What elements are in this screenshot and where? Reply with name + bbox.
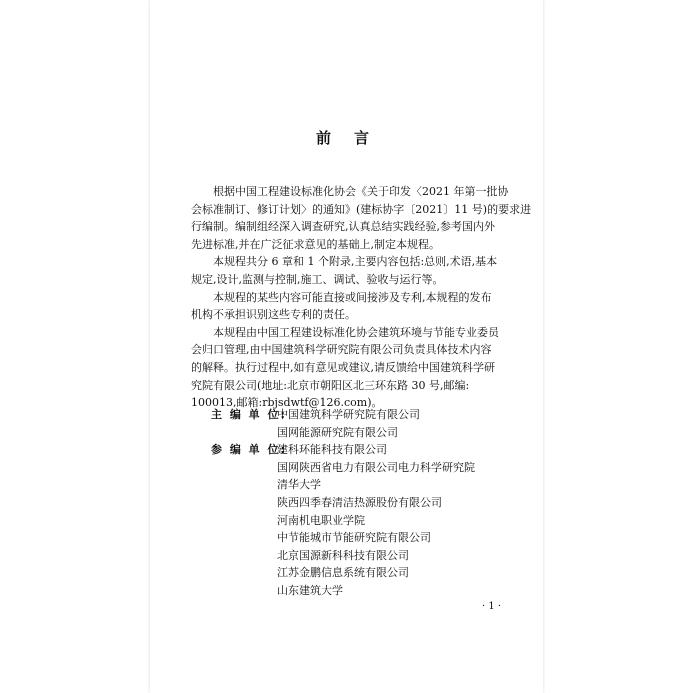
participating-editor-unit: 陕西四季春清洁热源股份有限公司 [277, 495, 442, 509]
paragraph-4 [191, 324, 521, 412]
chief-editor-unit: 国网能源研究院有限公司 [277, 425, 398, 439]
paragraph-line: 本规程共分 6 章和 1 个附录,主要内容包括:总则,术语,基本 [213, 255, 498, 269]
chief-editor-unit: 中国建筑科学研究院有限公司 [277, 408, 420, 421]
participating-editor-row [211, 494, 475, 512]
chief-editor-row [211, 424, 475, 442]
participating-editor-row [211, 582, 475, 600]
participating-editor-label: 参 编 单 位: [211, 443, 287, 457]
preface-body [191, 183, 532, 412]
paragraph-line: 先进标准,并在广泛征求意见的基础上,制定本规程。 [191, 237, 440, 251]
participating-editor-row [211, 529, 475, 547]
paragraph-line: 本规程由中国工程建设标准化协会建筑环境与节能专业委员 [213, 325, 499, 339]
paragraph-line: 的解释。执行过程中,如有意见或建议,请反馈给中国建筑科学研 [191, 360, 495, 374]
paragraph-line: 机构不承担识别这些专利的责任。 [191, 308, 356, 322]
paragraph-line: 会标准制订、修订计划〉的通知》(建标协字〔2021〕11 号)的要求进 [191, 202, 532, 216]
participating-editor-row [211, 459, 475, 477]
participating-editor-unit: 北京国源新科科技有限公司 [277, 548, 409, 562]
page-title [316, 127, 370, 148]
editor-units [211, 406, 475, 600]
participating-editor-row [211, 512, 475, 530]
participating-editor-unit: 建科环能科技有限公司 [277, 443, 387, 457]
paragraph-line: 行编制。编制组经深入调查研究,认真总结实践经验,参考国内外 [191, 220, 495, 234]
participating-editor-unit: 山东建筑大学 [277, 583, 343, 597]
paragraph-2 [191, 253, 521, 288]
participating-editor-unit: 河南机电职业学院 [277, 513, 365, 527]
paragraph-line: 根据中国工程建设标准化协会《关于印发〈2021 年第一批协 [213, 185, 509, 198]
participating-editor-unit: 国网陕西省电力有限公司电力科学研究院 [277, 460, 475, 474]
participating-editor-unit: 江苏金鹏信息系统有限公司 [277, 566, 409, 580]
paragraph-line: 本规程的某些内容可能直接或间接涉及专利,本规程的发布 [213, 290, 492, 304]
paragraph-line: 规定,设计,监测与控制,施工、调试、验收与运行等。 [191, 272, 444, 286]
participating-editor-row [211, 441, 475, 459]
chief-editor-row [211, 406, 475, 424]
paragraph-line: 100013,邮箱:rbjsdwtf@126.com)。 [191, 396, 383, 410]
page-number: · 1 · [482, 601, 502, 612]
participating-editor-row [211, 564, 475, 582]
participating-editor-unit: 清华大学 [277, 478, 321, 492]
chief-editor-label: 主 编 单 位: [211, 408, 287, 421]
title-char-1: 前 [316, 129, 333, 147]
participating-editor-row [211, 547, 475, 565]
title-char-2: 言 [354, 129, 371, 147]
participating-editor-row [211, 476, 475, 494]
paragraph-line: 究院有限公司(地址:北京市朝阳区北三环东路 30 号,邮编: [191, 378, 470, 392]
participating-editor-unit: 中节能城市节能研究院有限公司 [277, 531, 431, 545]
paragraph-3 [191, 289, 521, 324]
paragraph-1 [191, 183, 532, 253]
paragraph-line: 会归口管理,由中国建筑科学研究院有限公司负责具体技术内容 [191, 343, 492, 357]
